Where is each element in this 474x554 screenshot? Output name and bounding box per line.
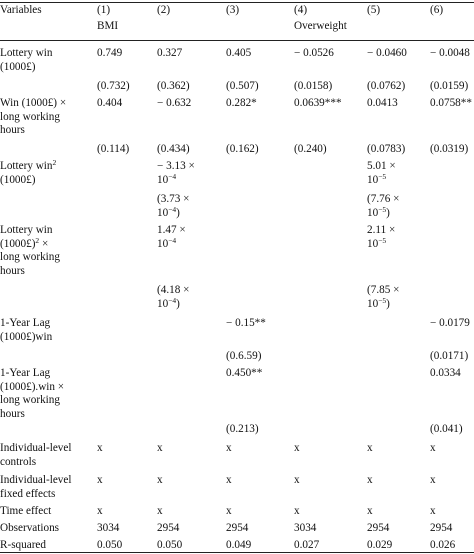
row-label-lottery-win-squared: Lottery win$^2$ (1000£) — [0, 158, 57, 186]
coef-win-long-hours-6: 0.0758** — [430, 97, 472, 109]
fixed-effects-mark-5: x — [367, 474, 373, 486]
se-lottery-win-squared-long-hours-5: (7.85 × $10^{-5}$) — [367, 284, 400, 310]
se-lottery-win-3: (0.507) — [226, 80, 259, 92]
time-effect-mark-5: x — [367, 505, 373, 517]
controls-mark-6: x — [430, 442, 436, 454]
observations-4: 3034 — [294, 522, 317, 534]
row-label-win-long-hours: Win (1000£) × long working hours — [0, 97, 67, 136]
r-squared-3: 0.049 — [226, 539, 252, 551]
se-win-long-hours-1: (0.114) — [97, 143, 130, 155]
se-win-long-hours-5: (0.0783) — [367, 143, 406, 155]
coef-lottery-win-squared-long-hours-2: 1.47 × $10^{-4}$ — [157, 224, 186, 250]
observations-6: 2954 — [430, 522, 453, 534]
coef-lottery-win-3: 0.405 — [226, 47, 252, 59]
row-label-r-squared: R-squared — [0, 539, 46, 551]
r-squared-1: 0.050 — [97, 539, 123, 551]
row-label-lottery-win-squared-long-hours: Lottery win (1000£)$^2$ × long working hours — [0, 224, 60, 277]
se-lottery-win-squared-long-hours-2: (4.18 × $10^{-4}$) — [157, 284, 190, 310]
controls-mark-3: x — [226, 442, 232, 454]
row-label-time-effect: Time effect — [0, 505, 52, 517]
header-rule — [0, 40, 474, 41]
time-effect-mark-1: x — [97, 505, 103, 517]
col-header-4: (4) — [294, 4, 308, 16]
se-lottery-win-4: (0.0158) — [294, 80, 333, 92]
coef-win-long-hours-4: 0.0639*** — [294, 97, 342, 109]
r-squared-4: 0.027 — [294, 539, 320, 551]
se-win-long-hours-4: (0.240) — [294, 143, 327, 155]
controls-mark-1: x — [97, 442, 103, 454]
se-lag-win-3: (0.6.59) — [226, 350, 262, 362]
row-label-individual-controls: Individual-level controls — [0, 442, 72, 468]
se-win-long-hours-2: (0.434) — [157, 143, 190, 155]
r-squared-5: 0.029 — [367, 539, 393, 551]
se-lottery-win-5: (0.0762) — [367, 80, 406, 92]
coef-lag-win-3: − 0.15** — [226, 317, 266, 329]
header-variables: Variables — [0, 4, 42, 16]
se-lottery-win-2: (0.362) — [157, 80, 190, 92]
table-top-rule — [0, 2, 474, 3]
controls-mark-5: x — [367, 442, 373, 454]
observations-5: 2954 — [367, 522, 390, 534]
coef-lag-win-long-hours-6: 0.0334 — [430, 367, 461, 379]
controls-mark-2: x — [157, 442, 163, 454]
fixed-effects-mark-1: x — [97, 474, 103, 486]
coef-lag-win-6: − 0.0179 — [430, 317, 470, 329]
coef-win-long-hours-2: − 0.632 — [157, 97, 192, 109]
observations-3: 2954 — [226, 522, 249, 534]
se-lag-win-6: (0.0171) — [430, 350, 469, 362]
observations-1: 3034 — [97, 522, 120, 534]
row-label-fixed-effects: Individual-level fixed effects — [0, 474, 72, 500]
row-label-lottery-win: Lottery win (1000£) — [0, 47, 53, 73]
se-win-long-hours-6: (0.0319) — [430, 143, 469, 155]
fixed-effects-mark-2: x — [157, 474, 163, 486]
controls-mark-4: x — [294, 442, 300, 454]
fixed-effects-mark-3: x — [226, 474, 232, 486]
col-header-1: (1) — [97, 4, 111, 16]
fixed-effects-mark-4: x — [294, 474, 300, 486]
coef-lottery-win-2: 0.327 — [157, 47, 183, 59]
se-lottery-win-6: (0.0159) — [430, 80, 469, 92]
group-header-bmi: BMI — [97, 20, 119, 32]
time-effect-mark-6: x — [430, 505, 436, 517]
coef-lottery-win-squared-2: − 3.13 × $10^{-4}$ — [157, 160, 195, 186]
col-header-3: (3) — [226, 4, 240, 16]
coef-lottery-win-4: − 0.0526 — [294, 47, 334, 59]
row-label-lag-win-long-hours: 1-Year Lag (1000£).win × long working hours — [0, 367, 65, 420]
se-lottery-win-squared-2: (3.73 × $10^{-4}$) — [157, 193, 190, 219]
coef-win-long-hours-1: 0.404 — [97, 97, 123, 109]
coef-lottery-win-1: 0.749 — [97, 47, 123, 59]
coef-lag-win-long-hours-3: 0.450** — [226, 367, 263, 379]
coef-win-long-hours-3: 0.282* — [226, 97, 257, 109]
r-squared-6: 0.026 — [430, 539, 456, 551]
group-header-overweight: Overweight — [294, 20, 347, 32]
time-effect-mark-4: x — [294, 505, 300, 517]
fixed-effects-mark-6: x — [430, 474, 436, 486]
r-squared-2: 0.050 — [157, 539, 183, 551]
se-lag-win-long-hours-3: (0.213) — [226, 423, 259, 435]
coef-lottery-win-5: − 0.0460 — [367, 47, 407, 59]
se-lottery-win-squared-5: (7.76 × $10^{-5}$) — [367, 193, 400, 219]
se-lottery-win-1: (0.732) — [97, 80, 130, 92]
coef-win-long-hours-5: 0.0413 — [367, 97, 398, 109]
coef-lottery-win-squared-5: 5.01 × $10^{-5}$ — [367, 160, 396, 186]
row-label-observations: Observations — [0, 522, 60, 534]
observations-2: 2954 — [157, 522, 180, 534]
col-header-5: (5) — [367, 4, 381, 16]
row-label-lag-win: 1-Year Lag (1000£)win — [0, 317, 53, 343]
col-header-6: (6) — [430, 4, 444, 16]
coef-lottery-win-6: − 0.0048 — [430, 47, 470, 59]
time-effect-mark-2: x — [157, 505, 163, 517]
col-header-2: (2) — [157, 4, 171, 16]
se-win-long-hours-3: (0.162) — [226, 143, 259, 155]
coef-lottery-win-squared-long-hours-5: 2.11 × $10^{-5}$ — [367, 224, 396, 250]
se-lag-win-long-hours-6: (0.041) — [430, 423, 463, 435]
time-effect-mark-3: x — [226, 505, 232, 517]
